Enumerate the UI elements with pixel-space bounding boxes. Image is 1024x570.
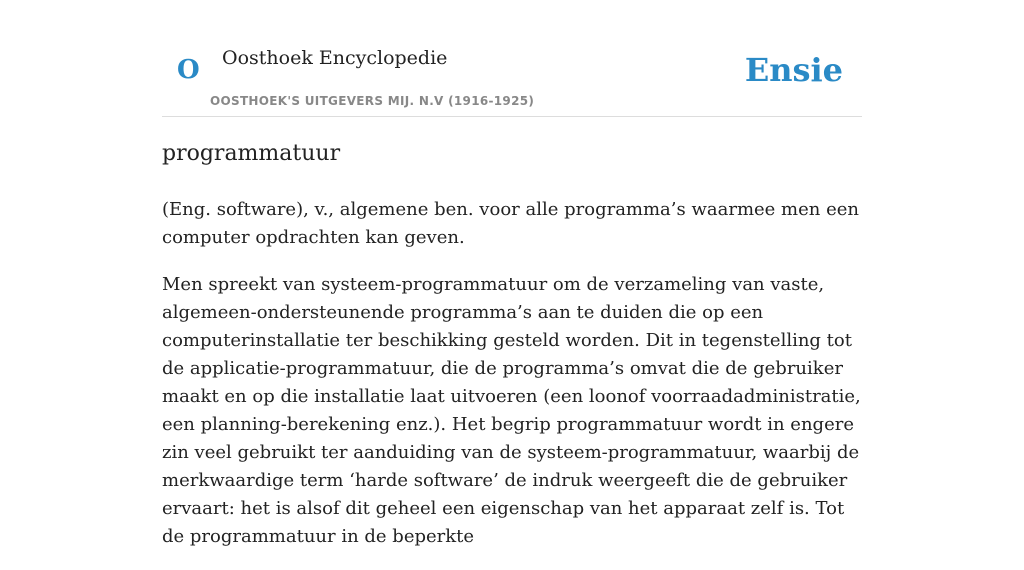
- ensie-brand-link[interactable]: Ensie: [744, 51, 843, 89]
- site-logo-icon[interactable]: O: [177, 55, 200, 85]
- site-subtitle: OOSTHOEK'S UITGEVERS MIJ. N.V (1916-1925): [210, 94, 535, 108]
- entry-title: programmatuur: [162, 141, 341, 166]
- site-header: [162, 0, 862, 117]
- entry-paragraph: (Eng. software), v., algemene ben. voor alle programma’s waarmee men een computer opdrachten kan geven.: [162, 199, 859, 248]
- entry-content: [162, 138, 862, 570]
- site-title[interactable]: Oosthoek Encyclopedie: [222, 47, 448, 69]
- entry-paragraph: Men spreekt van systeem-programmatuur om de verzameling van vaste, algemeen-ondersteunende programma’s aan te duiden die op een computerinstallatie ter beschikking gesteld worden. Dit in tegenstelling tot de applicatie-programmatuur, die de programma’s omvat die de gebruiker maakt en op die installatie laat uitvoeren (een loonof voorraadadministratie, een planning-berekening enz.). Het begrip programmatuur wordt in engere zin veel gebruikt ter aanduiding van de systeem-programmatuur, waarbij de merkwaardige term ‘harde software’ de indruk weergeeft die de gebruiker ervaart: het is alsof dit geheel een eigenschap van het apparaat zelf is. Tot de programmatuur in de beperkte: [162, 274, 861, 547]
